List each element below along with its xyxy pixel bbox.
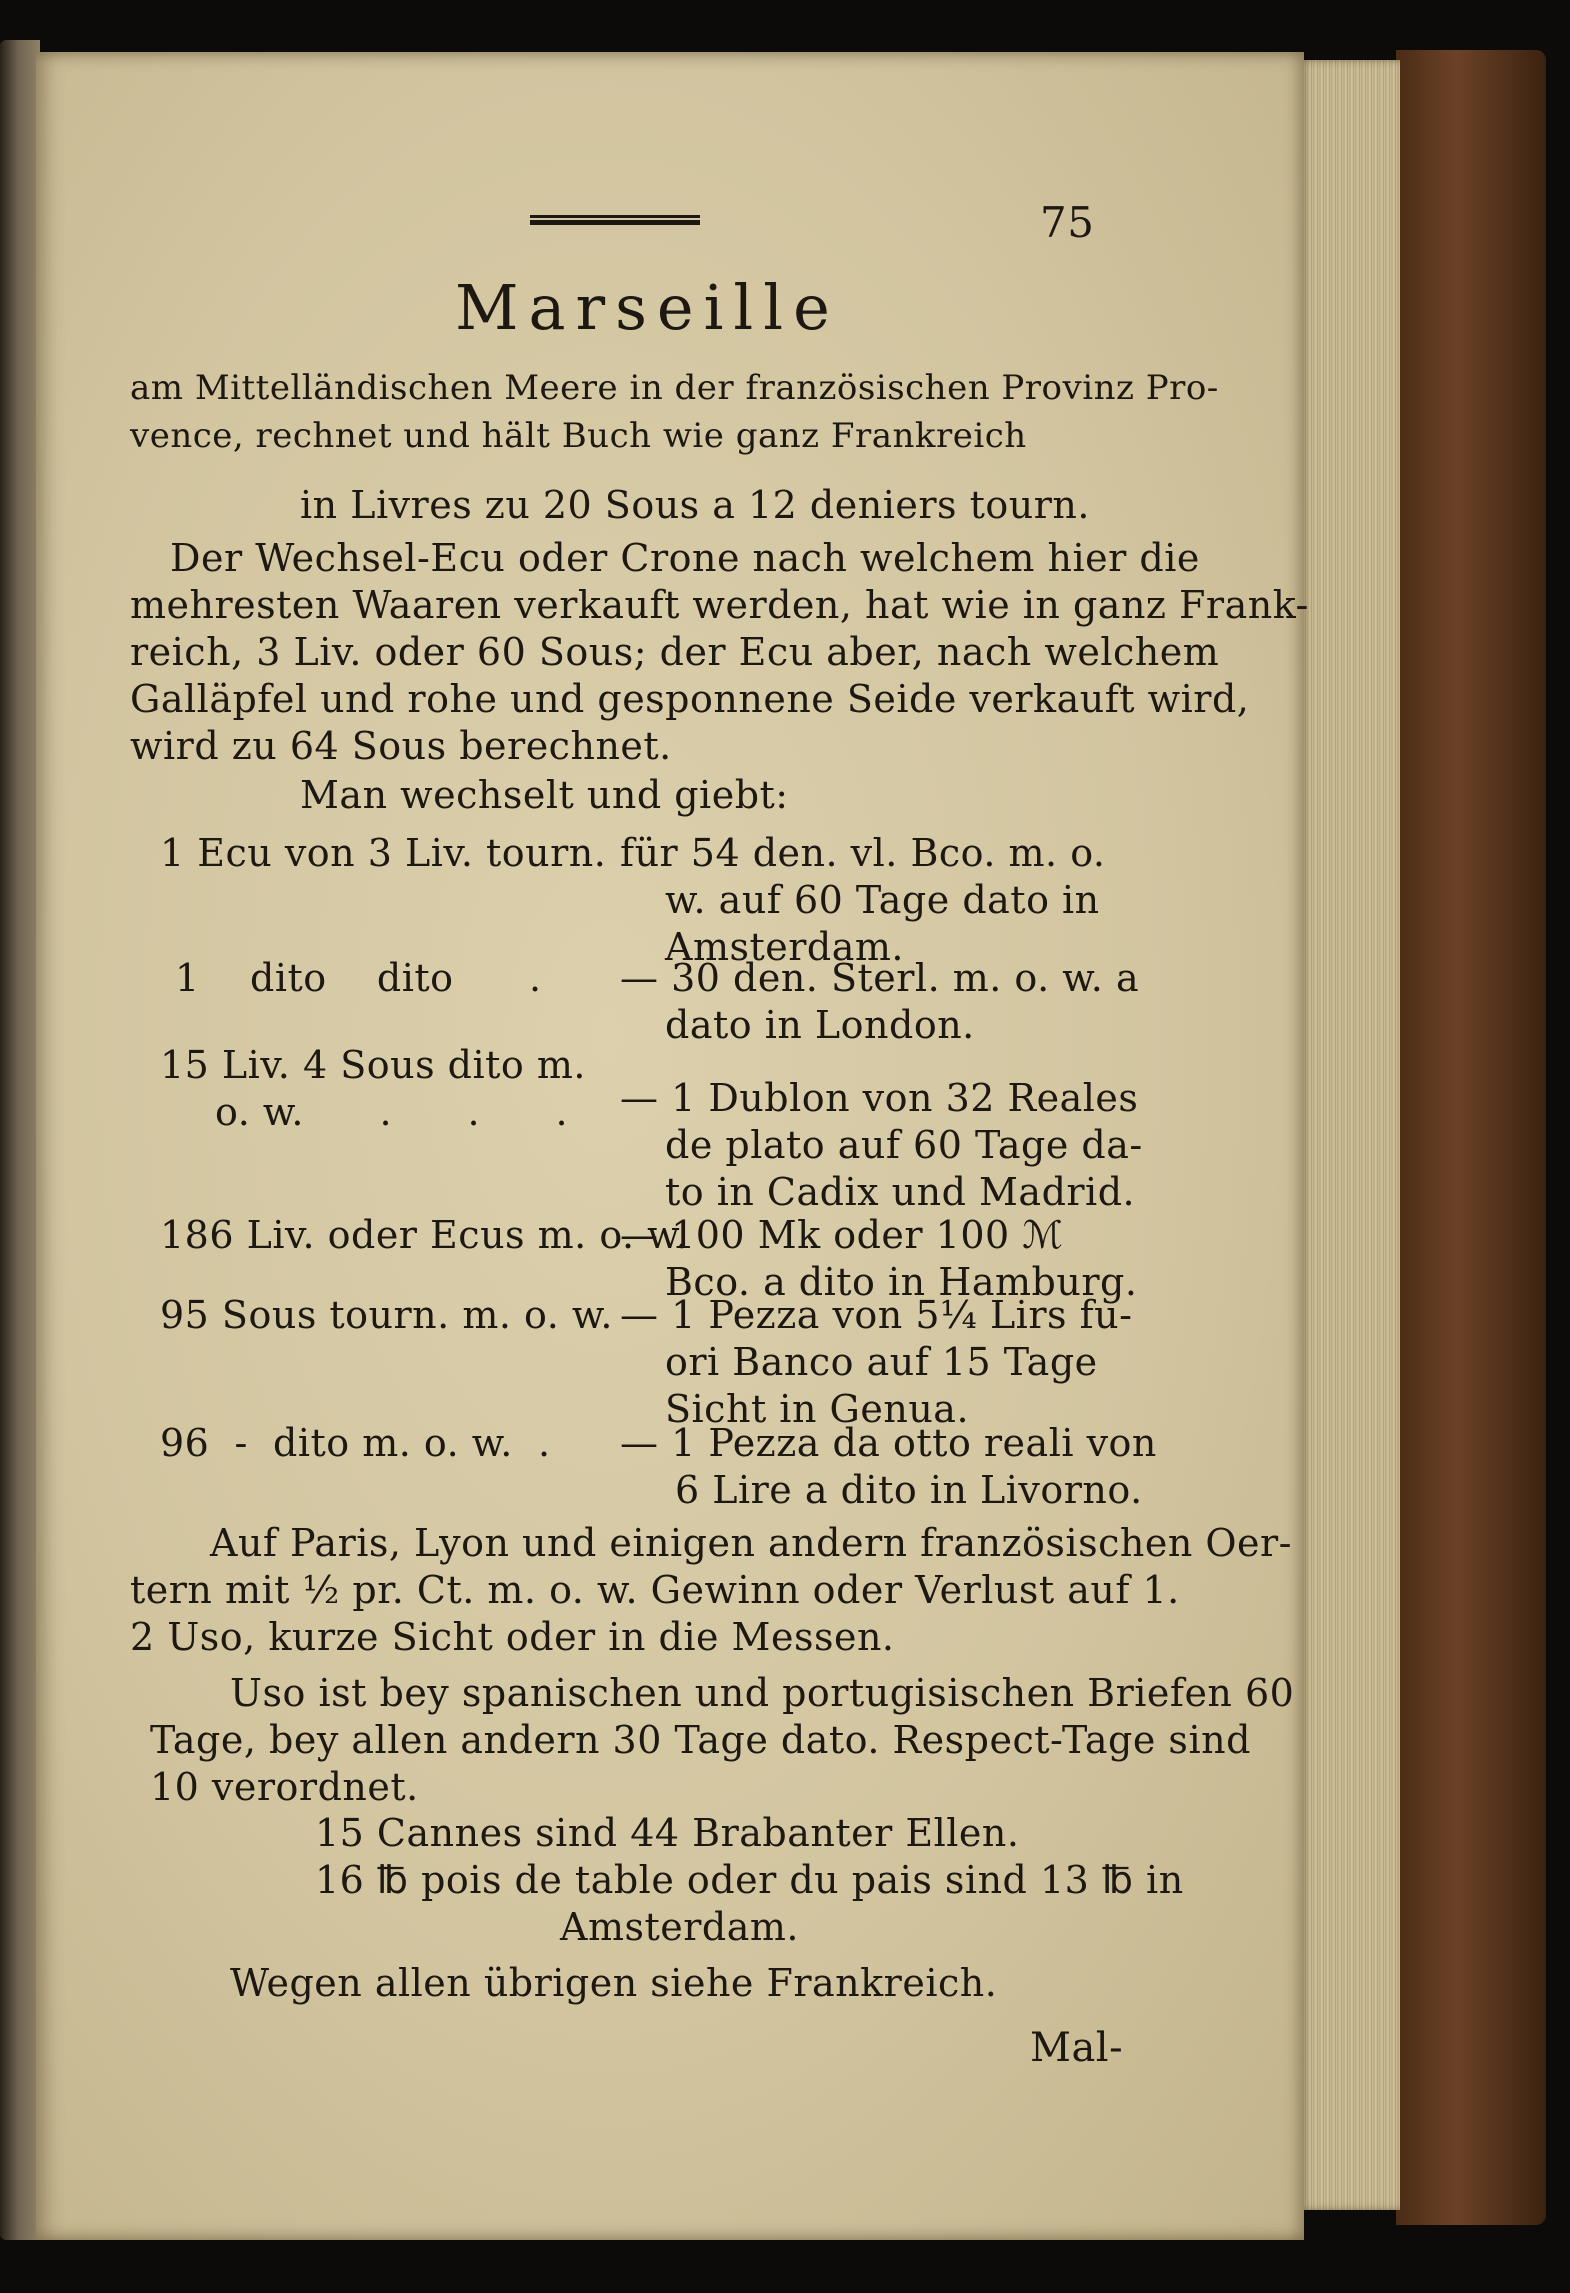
exchange-right-cell: w. auf 60 Tage dato in — [665, 878, 1100, 922]
measure-line: Amsterdam. — [560, 1905, 799, 1949]
exchange-left-cell: 186 Liv. oder Ecus m. o. w. — [160, 1213, 689, 1257]
exchange-right-cell: — 1 Dublon von 32 Reales — [620, 1076, 1139, 1120]
exchange-right-cell: — 1 Pezza da otto reali von — [620, 1421, 1157, 1465]
exchange-left-cell: 96 - dito m. o. w. . — [160, 1421, 551, 1465]
exchange-intro: Man wechselt und giebt: — [300, 773, 789, 817]
exchange-right-cell: to in Cadix und Madrid. — [665, 1170, 1136, 1214]
exchange-right-cell: — 30 den. Sterl. m. o. w. a — [620, 956, 1140, 1000]
paragraph-line: mehresten Waaren verkauft werden, hat wie in ganz Frank- — [130, 583, 1309, 627]
paragraph-line: 10 verordnet. — [150, 1765, 419, 1809]
exchange-left-cell: 1 dito dito . — [175, 956, 542, 1000]
paragraph-line: 2 Uso, kurze Sicht oder in die Messen. — [130, 1615, 895, 1659]
exchange-right-cell: de plato auf 60 Tage da- — [665, 1123, 1143, 1167]
paragraph-line: reich, 3 Liv. oder 60 Sous; der Ecu aber, nach welchem — [130, 630, 1220, 674]
paragraph-line: Der Wechsel-Ecu oder Crone nach welchem hier die — [170, 536, 1200, 580]
paragraph-line: Galläpfel und rohe und gesponnene Seide verkauft wird, — [130, 677, 1250, 721]
subtitle-line: vence, rechnet und hält Buch wie ganz Frankreich — [130, 416, 1027, 456]
paragraph-line: tern mit ½ pr. Ct. m. o. w. Gewinn oder Verlust auf 1. — [130, 1568, 1180, 1612]
book-spine-edge — [0, 40, 40, 2240]
closing-line: Wegen allen übrigen siehe Frankreich. — [230, 1961, 998, 2005]
exchange-left-cell: 15 Liv. 4 Sous dito m. — [160, 1043, 586, 1087]
header-rule — [530, 215, 700, 225]
book-cover-edge — [1396, 50, 1546, 2225]
page-stack-edge — [1300, 60, 1400, 2210]
paragraph-line: Auf Paris, Lyon und einigen andern französischen Oer- — [210, 1521, 1293, 1565]
exchange-right-cell: Bco. a dito in Hamburg. — [665, 1260, 1138, 1304]
currency-line: in Livres zu 20 Sous a 12 deniers tourn. — [300, 483, 1090, 527]
exchange-right-cell: — 1 Pezza von 5¼ Lirs fu- — [620, 1293, 1133, 1337]
exchange-right-cell: für 54 den. vl. Bco. m. o. — [620, 831, 1106, 875]
paragraph-line: wird zu 64 Sous berechnet. — [130, 724, 672, 768]
exchange-right-cell: Amsterdam. — [665, 925, 904, 969]
subtitle-line: am Mittelländischen Meere in der französischen Provinz Pro- — [130, 368, 1219, 408]
exchange-right-cell: ori Banco auf 15 Tage — [665, 1340, 1098, 1384]
catchword: Mal- — [1030, 2025, 1124, 2071]
exchange-right-cell: Sicht in Genua. — [665, 1387, 970, 1431]
paragraph-line: Uso ist bey spanischen und portugisischen Briefen 60 — [230, 1671, 1295, 1715]
paragraph-line: Tage, bey allen andern 30 Tage dato. Respect-Tage sind — [150, 1718, 1251, 1762]
exchange-right-cell: 6 Lire a dito in Livorno. — [675, 1468, 1143, 1512]
measure-line: 15 Cannes sind 44 Brabanter Ellen. — [315, 1811, 1020, 1855]
measure-line: 16 ℔ pois de table oder du pais sind 13 ℔ in — [315, 1858, 1184, 1902]
exchange-right-cell: — 100 Mk oder 100 ℳ — [620, 1213, 1064, 1257]
exchange-right-cell: dato in London. — [665, 1003, 975, 1047]
exchange-left-cell: o. w. . . . — [215, 1090, 569, 1134]
exchange-left-cell: 95 Sous tourn. m. o. w. — [160, 1293, 613, 1337]
exchange-left-cell: 1 Ecu von 3 Liv. tourn. — [160, 831, 607, 875]
page-title: Marseille — [455, 271, 840, 344]
page-number: 75 — [1040, 198, 1095, 247]
